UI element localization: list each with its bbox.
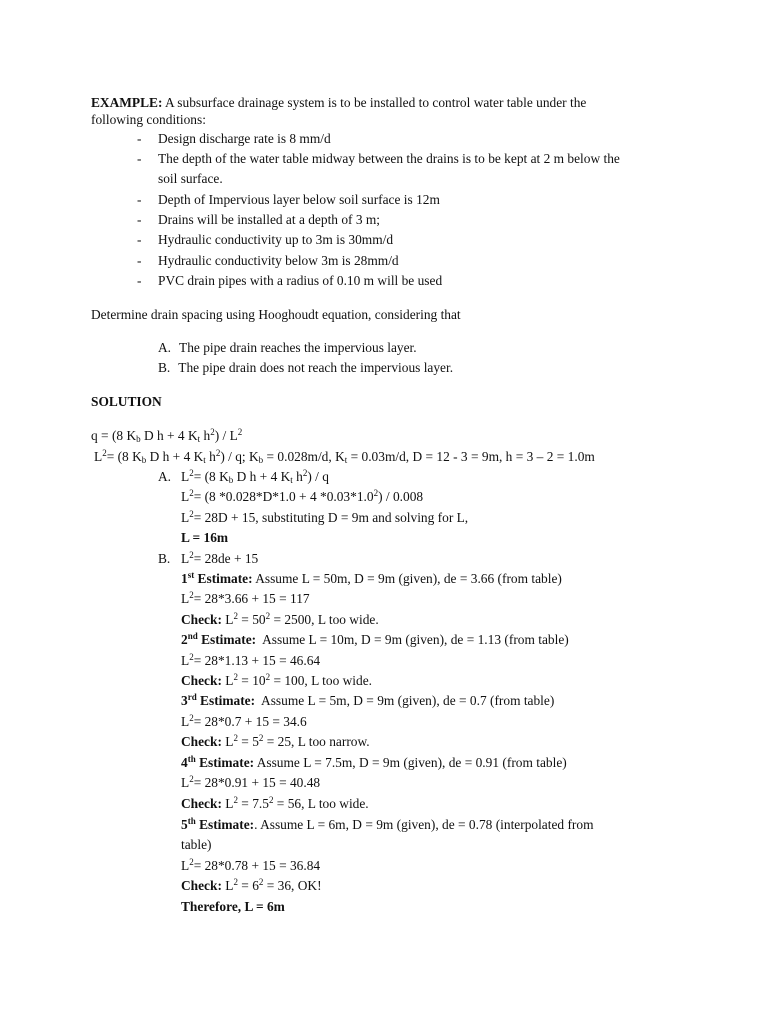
eq-text: h bbox=[200, 428, 211, 443]
check-label: Check: bbox=[181, 734, 222, 749]
solution-heading: SOLUTION bbox=[91, 394, 162, 409]
eq-sup: 2 bbox=[215, 448, 221, 458]
estimate-3 bbox=[181, 693, 554, 709]
eq-text: = 2500, L too wide. bbox=[270, 612, 379, 627]
part-a-marker: A. bbox=[158, 469, 172, 484]
option-marker: B. bbox=[158, 360, 171, 375]
equation-rearranged bbox=[94, 449, 595, 465]
option-text: The pipe drain does not reach the impervious layer. bbox=[178, 360, 454, 375]
eq-text: L bbox=[181, 489, 190, 504]
part-a-result: L = 16m bbox=[181, 530, 229, 545]
estimate-label: Estimate: bbox=[195, 755, 255, 770]
eq-sub: b bbox=[136, 434, 141, 444]
eq-sub: b bbox=[258, 455, 264, 465]
eq-text: = 28*0.7 + 15 = 34.6 bbox=[193, 714, 307, 729]
part-a-line1 bbox=[181, 469, 329, 485]
estimate-number: 1 bbox=[181, 571, 188, 586]
bullet-text: Drains will be installed at a depth of 3 m; bbox=[158, 212, 381, 227]
eq-text: D h + 4 K bbox=[233, 469, 291, 484]
eq-sup: 2 bbox=[189, 857, 194, 867]
estimate-number: 5 bbox=[181, 817, 188, 832]
estimate-1-check bbox=[181, 612, 379, 628]
estimate-text: Assume L = 5m, D = 9m (given), de = 0.7 (from table) bbox=[255, 693, 555, 708]
eq-text: ) / q bbox=[307, 469, 329, 484]
eq-text: = 50 bbox=[237, 612, 266, 627]
eq-text: q = (8 K bbox=[91, 428, 137, 443]
eq-text: L bbox=[181, 714, 190, 729]
eq-text: h bbox=[292, 469, 303, 484]
example-intro-line1 bbox=[91, 95, 586, 111]
bullet-text-continued: soil surface. bbox=[158, 171, 223, 186]
eq-sub: b bbox=[228, 475, 234, 485]
estimate-ordinal: st bbox=[187, 570, 195, 580]
bullet-text: PVC drain pipes with a radius of 0.10 m will be used bbox=[158, 273, 443, 288]
eq-sup: 2 bbox=[189, 550, 194, 560]
check-label: Check: bbox=[181, 673, 222, 688]
eq-text: L bbox=[221, 612, 234, 627]
check-label: Check: bbox=[181, 612, 222, 627]
eq-sub: t bbox=[197, 434, 201, 444]
eq-text: = (8 K bbox=[193, 469, 229, 484]
determine-statement: Determine drain spacing using Hooghoudt equation, considering that bbox=[91, 307, 461, 322]
part-a-line2 bbox=[181, 489, 423, 505]
eq-sub: b bbox=[141, 455, 147, 465]
estimate-label: Estimate: bbox=[194, 571, 253, 586]
estimate-text: Assume L = 7.5m, D = 9m (given), de = 0.91 (from table) bbox=[254, 755, 567, 770]
eq-sup: 2 bbox=[189, 509, 194, 519]
eq-sup: 2 bbox=[265, 672, 271, 682]
eq-text: L bbox=[181, 551, 190, 566]
eq-text: = (8 K bbox=[106, 449, 142, 464]
bullet-marker: - bbox=[137, 273, 142, 288]
eq-text: = 28*3.66 + 15 = 117 bbox=[193, 591, 310, 606]
eq-text: = 10 bbox=[237, 673, 266, 688]
eq-sup: 2 bbox=[102, 448, 107, 458]
eq-sup: 2 bbox=[268, 795, 274, 805]
eq-text: = 28*0.78 + 15 = 36.84 bbox=[193, 858, 321, 873]
estimate-ordinal: th bbox=[187, 754, 196, 764]
bullet-marker: - bbox=[137, 151, 142, 166]
eq-sup: 2 bbox=[189, 713, 194, 723]
estimate-number: 2 bbox=[181, 632, 188, 647]
estimate-ordinal: th bbox=[187, 816, 196, 826]
eq-text: = 28*1.13 + 15 = 46.64 bbox=[193, 653, 321, 668]
estimate-number: 3 bbox=[181, 693, 188, 708]
eq-text: = 6 bbox=[237, 878, 259, 893]
estimate-text: Assume L = 50m, D = 9m (given), de = 3.66 (from table) bbox=[252, 571, 562, 586]
estimate-5-check bbox=[181, 878, 322, 894]
eq-text: L bbox=[221, 878, 234, 893]
example-intro-line2: following conditions: bbox=[91, 112, 206, 127]
estimate-2-calc bbox=[181, 653, 320, 669]
eq-text: = 0.028m/d, K bbox=[263, 449, 345, 464]
eq-text: = 100, L too wide. bbox=[270, 673, 372, 688]
estimate-label: Estimate: bbox=[196, 693, 256, 708]
eq-sup: 2 bbox=[302, 468, 308, 478]
bullet-text: Depth of Impervious layer below soil surface is 12m bbox=[158, 192, 440, 207]
eq-text: L bbox=[181, 775, 190, 790]
eq-sup: 2 bbox=[189, 590, 194, 600]
bullet-marker: - bbox=[137, 212, 142, 227]
eq-text: L bbox=[181, 591, 190, 606]
bullet-marker: - bbox=[137, 232, 142, 247]
part-b-line1 bbox=[181, 551, 258, 567]
eq-text: ) / q; K bbox=[220, 449, 259, 464]
eq-text: = 7.5 bbox=[237, 796, 269, 811]
eq-text: = 56, L too wide. bbox=[273, 796, 369, 811]
eq-text: L bbox=[181, 653, 190, 668]
estimate-number: 4 bbox=[181, 755, 188, 770]
eq-sub: t bbox=[344, 455, 348, 465]
eq-text: L bbox=[221, 734, 234, 749]
option-marker: A. bbox=[158, 340, 172, 355]
equation-general bbox=[91, 428, 242, 444]
bullet-text: Hydraulic conductivity below 3m is 28mm/d bbox=[158, 253, 399, 268]
estimate-label: Estimate: bbox=[195, 817, 255, 832]
eq-text: ) / L bbox=[214, 428, 238, 443]
eq-sup: 2 bbox=[233, 733, 238, 743]
eq-sup: 2 bbox=[258, 877, 264, 887]
estimate-5 bbox=[181, 817, 594, 833]
estimate-3-calc bbox=[181, 714, 307, 730]
eq-text: L bbox=[221, 673, 234, 688]
option-text: The pipe drain reaches the impervious layer. bbox=[179, 340, 417, 355]
option-b bbox=[158, 360, 453, 376]
eq-sup: 2 bbox=[237, 427, 243, 437]
eq-sub: t bbox=[203, 455, 206, 465]
eq-text: D h + 4 K bbox=[146, 449, 204, 464]
eq-text: L bbox=[94, 449, 103, 464]
eq-sub: t bbox=[290, 475, 293, 485]
eq-sup: 2 bbox=[265, 611, 271, 621]
eq-text: h bbox=[205, 449, 216, 464]
estimate-1 bbox=[181, 571, 562, 587]
eq-text: L bbox=[181, 469, 190, 484]
option-a bbox=[158, 340, 417, 356]
final-conclusion: Therefore, L = 6m bbox=[181, 899, 285, 914]
estimate-ordinal: rd bbox=[187, 692, 197, 702]
estimate-4 bbox=[181, 755, 567, 771]
eq-text: = 28*0.91 + 15 = 40.48 bbox=[193, 775, 321, 790]
eq-text: = 25, L too narrow. bbox=[263, 734, 370, 749]
estimate-5-text-continued: table) bbox=[181, 837, 212, 852]
bullet-text: Design discharge rate is 8 mm/d bbox=[158, 131, 331, 146]
eq-sup: 2 bbox=[189, 488, 194, 498]
estimate-5-calc bbox=[181, 858, 320, 874]
estimate-3-check bbox=[181, 734, 370, 750]
estimate-1-calc bbox=[181, 591, 310, 607]
eq-sup: 2 bbox=[233, 877, 238, 887]
eq-sup: 2 bbox=[373, 488, 379, 498]
eq-text: L bbox=[181, 858, 190, 873]
example-intro-text: A subsurface drainage system is to be installed to control water table under the bbox=[162, 95, 587, 110]
estimate-2 bbox=[181, 632, 569, 648]
check-label: Check: bbox=[181, 878, 222, 893]
part-b-marker: B. bbox=[158, 551, 171, 566]
eq-text: ) / 0.008 bbox=[378, 489, 424, 504]
bullet-marker: - bbox=[137, 131, 142, 146]
estimate-4-check bbox=[181, 796, 369, 812]
eq-sup: 2 bbox=[233, 795, 238, 805]
eq-text: L bbox=[221, 796, 234, 811]
eq-text: = 0.03m/d, D = 12 - 3 = 9m, h = 3 – 2 = 1.0m bbox=[347, 449, 595, 464]
eq-sup: 2 bbox=[210, 427, 215, 437]
estimate-text: Assume L = 10m, D = 9m (given), de = 1.13 (from table) bbox=[256, 632, 569, 647]
eq-text: = 28de + 15 bbox=[193, 551, 259, 566]
eq-text: = 28D + 15, substituting D = 9m and solving for L, bbox=[193, 510, 469, 525]
eq-text: D h + 4 K bbox=[140, 428, 198, 443]
eq-sup: 2 bbox=[233, 611, 238, 621]
eq-text: = 36, OK! bbox=[263, 878, 322, 893]
estimate-4-calc bbox=[181, 775, 320, 791]
example-heading: EXAMPLE: bbox=[91, 95, 163, 110]
estimate-text: . Assume L = 6m, D = 9m (given), de = 0.78 (interpolated from bbox=[254, 817, 594, 832]
eq-text: = (8 *0.028*D*1.0 + 4 *0.03*1.0 bbox=[193, 489, 374, 504]
check-label: Check: bbox=[181, 796, 222, 811]
bullet-text: Hydraulic conductivity up to 3m is 30mm/d bbox=[158, 232, 394, 247]
eq-sup: 2 bbox=[233, 672, 238, 682]
eq-text: = 5 bbox=[237, 734, 259, 749]
eq-sup: 2 bbox=[189, 774, 194, 784]
bullet-marker: - bbox=[137, 253, 142, 268]
part-a-line3 bbox=[181, 510, 468, 526]
eq-sup: 2 bbox=[258, 733, 264, 743]
bullet-marker: - bbox=[137, 192, 142, 207]
eq-sup: 2 bbox=[189, 468, 194, 478]
estimate-2-check bbox=[181, 673, 372, 689]
estimate-ordinal: nd bbox=[187, 631, 198, 641]
eq-sup: 2 bbox=[189, 652, 194, 662]
eq-text: L bbox=[181, 510, 190, 525]
estimate-label: Estimate: bbox=[197, 632, 257, 647]
bullet-text: The depth of the water table midway between the drains is to be kept at 2 m below the bbox=[158, 151, 620, 166]
